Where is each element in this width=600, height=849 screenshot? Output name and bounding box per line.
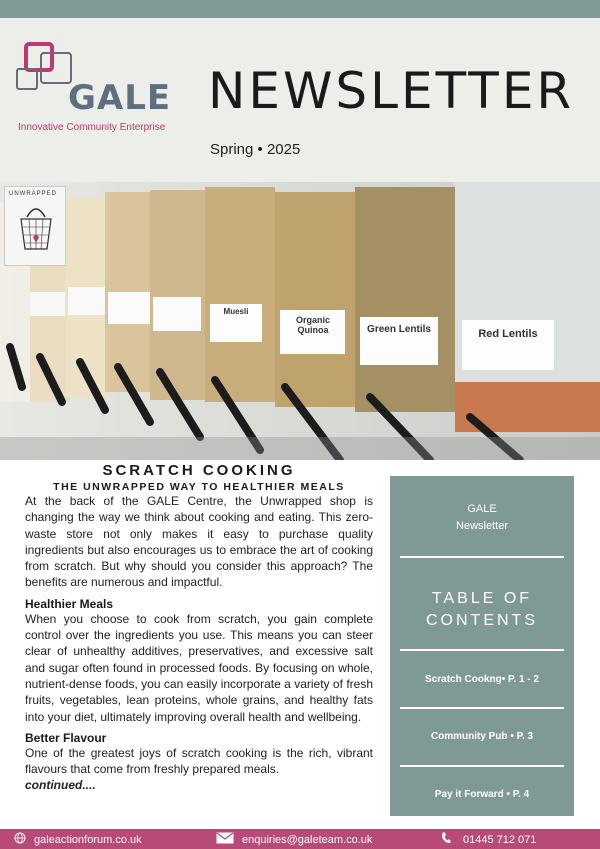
dispenser-7	[275, 192, 355, 407]
dispenser-4	[105, 192, 155, 392]
dispenser-8	[355, 187, 455, 412]
paragraph-healthier-meals: When you choose to cook from scratch, you gain complete control over the ingredients you use. This means you can steer clear of unhealthy additives, preservatives, and excessive salt and sugar often found in processed foods. By focusing on whole, nutrient-dense foods, you can easily incorporate a variety of fresh fruits, vegetables, lean proteins, whole grains, and healthy fats into your diet, ultimately improving overall health and wellbeing.	[25, 611, 373, 724]
article-intro: At the back of the GALE Centre, the Unwrapped shop is changing the way we think about cooking and eating. This zero-waste store not only makes it easy to purchase quality ingredients but also encourages us to embrace the art of cooking from scratch. But why should you consider this approach? The benefits are numerous and impactful.	[25, 494, 373, 590]
unwrapped-badge-label: UNWRAPPED	[9, 191, 58, 197]
paragraph-better-flavour: One of the greatest joys of scratch cooking is the rich, vibrant flavours that come from freshly prepared meals.	[25, 745, 373, 777]
hero-photo	[0, 182, 600, 460]
heading-healthier-meals: Healthier Meals	[25, 596, 114, 611]
footer-phone[interactable]	[441, 832, 536, 847]
toc-entry-community-pub[interactable]: Community Pub • P. 3	[430, 731, 534, 742]
jar-label-green-lentils: Green Lentils	[367, 324, 431, 335]
article-subtitle: THE UNWRAPPED WAY TO HEALTHIER MEALS	[53, 481, 345, 493]
top-bar	[0, 0, 600, 18]
toc-org: GALE	[467, 503, 497, 515]
toc-divider	[400, 707, 564, 709]
unwrapped-badge	[4, 186, 66, 266]
toc-entry-scratch-cooking[interactable]: Scratch Cookng• P. 1 - 2	[425, 674, 539, 685]
globe-icon	[14, 832, 26, 847]
toc-divider	[400, 649, 564, 651]
jar-label-muesli: Muesli	[223, 307, 249, 316]
toc-sub: Newsletter	[456, 520, 508, 532]
logo-tagline: Innovative Community Enterprise	[18, 122, 166, 133]
logo-name: GALE	[68, 78, 172, 118]
footer-email-text[interactable]: enquiries@galeteam.co.uk	[242, 833, 373, 846]
gale-logo	[14, 34, 174, 144]
dispenser-9	[455, 182, 600, 432]
table-of-contents	[390, 476, 574, 816]
toc-divider	[400, 765, 564, 767]
toc-divider	[400, 556, 564, 558]
toc-entry-pay-it-forward[interactable]: Pay it Forward • P. 4	[434, 789, 530, 800]
jar-label-red-lentils: Red Lentils	[478, 328, 538, 340]
jar-label-quinoa: Organic Quinoa	[295, 315, 330, 335]
dispenser-3	[65, 197, 110, 397]
tote-bag-icon	[5, 187, 67, 267]
continued-note: continued....	[25, 778, 96, 793]
footer-website[interactable]	[14, 832, 142, 847]
footer-email[interactable]	[216, 832, 372, 847]
logo-square-small	[16, 68, 38, 90]
dispenser-6	[205, 187, 275, 402]
toc-title: TABLE OF CONTENTS	[426, 590, 538, 629]
footer-phone-text[interactable]: 01445 712 071	[463, 833, 537, 846]
newsletter-title: NEWSLETTER	[208, 62, 575, 120]
heading-better-flavour: Better Flavour	[25, 730, 107, 745]
edition-date: Spring • 2025	[210, 141, 301, 158]
phone-icon	[441, 832, 451, 847]
footer	[0, 829, 600, 849]
mail-icon	[216, 832, 234, 847]
footer-website-text[interactable]: galeactionforum.co.uk	[34, 833, 142, 846]
article-title: SCRATCH COOKING	[102, 462, 296, 479]
article	[25, 462, 373, 792]
